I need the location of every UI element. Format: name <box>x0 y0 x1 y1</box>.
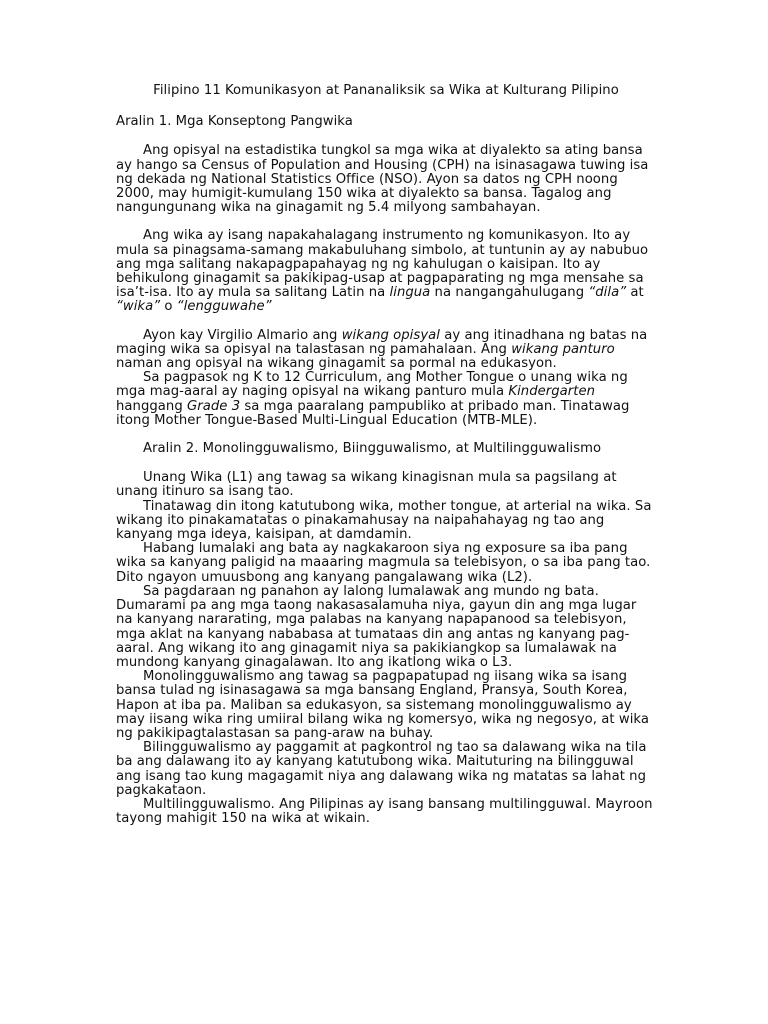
italic-term-dila: “dila” <box>588 285 627 301</box>
italic-term-wika: “wika” <box>116 299 161 315</box>
text-run: Ayon kay Virgilio Almario ang <box>143 327 342 343</box>
lesson1-paragraph-2 <box>116 229 656 314</box>
lesson2-paragraph-1: Unang Wika (L1) ang tawag sa wikang kinagisnan mula sa pagsilang at unang itinuro sa isang tao. <box>116 470 617 500</box>
italic-term-kindergarten: Kindergarten <box>508 384 596 400</box>
lesson1-heading: Aralin 1. Mga Konseptong Pangwika <box>116 114 353 130</box>
text-run: ay ang itinadhana ng batas na maging wika sa opisyal na talastasan ng pamahalaan. Ang <box>116 327 648 357</box>
text-run: Sa pagpasok ng K to 12 Curriculum, ang Mother Tongue o unang wika ng mga mag-aaral ay naging opisyal na wikang panturo mula <box>116 370 628 400</box>
lesson1-paragraph-1: Ang opisyal na estadistika tungkol sa mga wika at diyalekto sa ating bansa ay hango sa Census of Population and Housing (CPH) na isinasagawa tuwing isa ng dekada ng National Statistics Office (NSO). Ayon sa datos ng CPH noong 2000, may humigit-kumulang 150 wika at diyalekto sa bansa. Tagalog ang nangungunang wika na ginagamit ng 5.4 milyong sambahayan. <box>116 143 649 216</box>
lesson2-paragraph-3: Habang lumalaki ang bata ay nagkakaroon siya ng exposure sa iba pang wika sa kanyang paligid na maaaring magmula sa telebisyon, o sa iba pang tao. Dito ngayon umuusbong ang kanyang pangalawang wika (L2). <box>116 541 651 585</box>
lesson2-paragraph-5: Monolingguwalismo ang tawag sa pagpapatupad ng iisang wika sa isang bansa tulad ng isinasagawa sa mga bansang England, Pransya, South Korea, Hapon at iba pa. Maliban sa edukasyon, sa sistemang monolingguwalismo ay may iisang wika ring umiiral bilang wika ng komersyo, wika ng negosyo, at wika ng pakikipagtalastasan sa pang-araw na buhay. <box>116 669 650 741</box>
lesson2-heading: Aralin 2. Monolingguwalismo, Biingguwalismo, at Multilingguwalismo <box>143 441 602 457</box>
text-run: at <box>626 285 644 301</box>
lesson2-paragraph-6: Bilingguwalismo ay paggamit at pagkontrol ng tao sa dalawang wika na tila ba ang dalawang ito ay kanyang katutubong wika. Maituturing na bilingguwal ang isang tao kung magagamit niya ang dalawang wika ng matatas sa lahat ng pagkakataon. <box>116 740 647 798</box>
lesson2-paragraph-7: Multilingguwalismo. Ang Pilipinas ay isang bansang multilingguwal. Mayroon tayong mahigit 150 na wika at wikain. <box>116 796 653 827</box>
text-run: na nangangahulugang <box>430 285 589 301</box>
italic-term-lengguwahe: “lengguwahe” <box>176 299 272 315</box>
italic-term-wikang-panturo: wikang panturo <box>511 341 615 357</box>
lesson1-paragraph-4 <box>116 371 656 428</box>
italic-term-wikang-opisyal: wikang opisyal <box>341 327 441 343</box>
document-page <box>116 84 656 826</box>
lesson1-paragraph-3 <box>116 329 656 372</box>
italic-term-grade-3: Grade 3 <box>187 398 241 414</box>
text-run: Ang wika ay isang napakahalagang instrumento ng komunikasyon. Ito ay mula sa pinagsama-samang makabuluhang simbolo, at tuntunin ay ay nabubuo ang mga salitang nakapagpapahayag ng ng kahulugan o kaisipan. Ito ay behikulong ginagamit sa pakikipag-usap at pagpaparating ng mga mensahe sa isa’t-isa. Ito ay mula sa salitang Latin na <box>116 228 649 301</box>
text-run: naman ang opisyal na wikang ginagamit sa pormal na edukasyon. <box>116 356 557 372</box>
text-run: o <box>160 299 177 315</box>
document-title: Filipino 11 Komunikasyon at Pananaliksik sa Wika at Kulturang Pilipino <box>153 83 619 98</box>
lesson2-paragraph-4: Sa pagdaraan ng panahon ay lalong lumalawak ang mundo ng bata. Dumarami pa ang mga taong nakasasalamuha niya, gayun din ang mga lugar na kanyang nararating, mga palabas na kanyang napapanood sa telebisyon, mga aklat na kanyang nababasa at tumataas din ang antas ng kanyang pag-aaral. Ang wikang ito ang ginagamit niya sa pakikiangkop sa lumalawak na mundong kanyang ginagalawan. Ito ang ikatlong wika o L3. <box>116 583 637 670</box>
italic-term-lingua: lingua <box>389 285 431 301</box>
text-run: sa mga paaralang pampubliko at pribado man. Tinatawag itong Mother Tongue-Based Multi-Lingual Education (MTB-MLE). <box>116 398 630 428</box>
lesson2-paragraph-2: Tinatawag din itong katutubong wika, mother tongue, at arterial na wika. Sa wikang ito pinakamatatas o pinakamahusay na naipahahayag ng tao ang kanyang mga ideya, kaisipan, at damdamin. <box>116 498 652 543</box>
text-run: hanggang <box>116 398 187 414</box>
